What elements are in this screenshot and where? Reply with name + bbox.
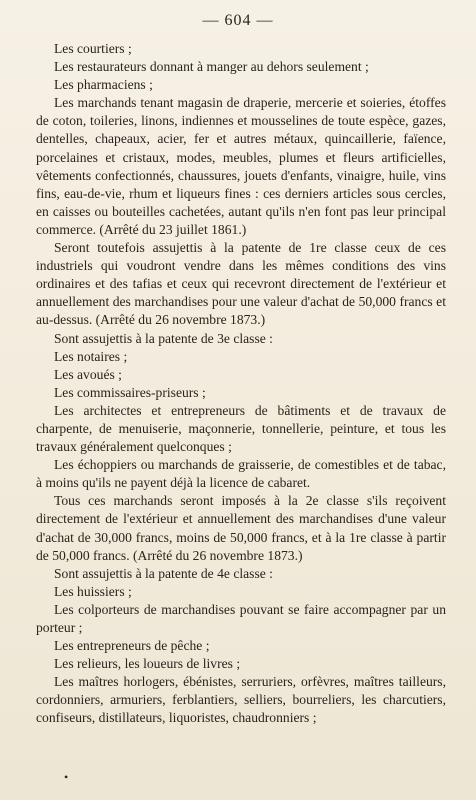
paragraph: Les restaurateurs donnant à manger au dehors seulement ; xyxy=(54,59,369,75)
paragraph: Les huissiers ; xyxy=(54,583,132,599)
paragraph: Les avoués ; xyxy=(54,366,122,382)
paragraph: Les architectes et entrepreneurs de bâtiments et de travaux de charpente, de menuiserie, maçonnerie, tonnellerie, peinture, et tous les travaux généralement quelconques ; xyxy=(36,402,446,455)
paragraph: Les entrepreneurs de pêche ; xyxy=(54,638,210,654)
paragraph: Les colporteurs de marchandises pouvant se faire accompagner par un porteur ; xyxy=(36,601,446,635)
paragraph: Les commissaires-priseurs ; xyxy=(54,384,206,400)
paragraph: Les pharmaciens ; xyxy=(54,77,153,93)
paragraph: Sont assujettis à la patente de 3e classe : xyxy=(54,330,273,346)
paragraph: Les notaires ; xyxy=(54,348,128,364)
paragraph: Tous ces marchands seront imposés à la 2e classe s'ils reçoivent directement de l'extérieur et annuellement des marchandises d'une valeur d'achat de 30,000 francs, moins de 50,000 francs, et à la 1re classe à partir de 50,000 francs. (Arrêté du 26 novembre 1873.) xyxy=(36,493,446,563)
paragraph: Sont assujettis à la patente de 4e classe : xyxy=(54,565,273,581)
paragraph: Seront toutefois assujettis à la patente de 1re classe ceux de ces industriels qui voudront vendre dans les mêmes conditions des vins ordinaires et des tafias et ceux qui recevront directement de l'extérieur et annuellement des marchandises pour une valeur d'achat de 50,000 francs et au-dessus. (Arrêté du 26 novembre 1873.) xyxy=(36,240,446,328)
page-number: — 604 — xyxy=(202,12,274,29)
footer-mark: • xyxy=(64,770,69,784)
paragraph: Les échoppiers ou marchands de graisserie, de comestibles et de tabac, à moins qu'ils ne payent déjà la licence de cabaret. xyxy=(36,457,446,491)
body-text xyxy=(36,40,446,728)
paragraph: Les maîtres horlogers, ébénistes, serruriers, orfèvres, maîtres tailleurs, cordonniers, armuriers, ferblantiers, selliers, bourreliers, les charcutiers, confiseurs, distillateurs, liquoristes, chaudronniers ; xyxy=(36,674,446,726)
paragraph: Les relieurs, les loueurs de livres ; xyxy=(54,656,241,672)
paragraph: Les courtiers ; xyxy=(54,41,132,56)
paragraph: Les marchands tenant magasin de draperie, mercerie et soieries, étoffes de coton, toileries, linons, indiennes et mousselines de toute espèce, gazes, dentelles, chapeaux, acier, fer et autres métaux, quincaillerie, faïence, porcelaines et cristaux, modes, meubles, plumes et fleurs artificielles, vêtements confectionnés, chaussures, jouets d'enfants, vinaigre, huile, vins fins, eau-de-vie, rhum et liqueurs fines : ces derniers articles sous cercles, en caisses ou bouteilles cachetées, autant qu'ils n'en font pas leur principal commerce. (Arrêté du 23 juillet 1861.) xyxy=(36,95,446,237)
